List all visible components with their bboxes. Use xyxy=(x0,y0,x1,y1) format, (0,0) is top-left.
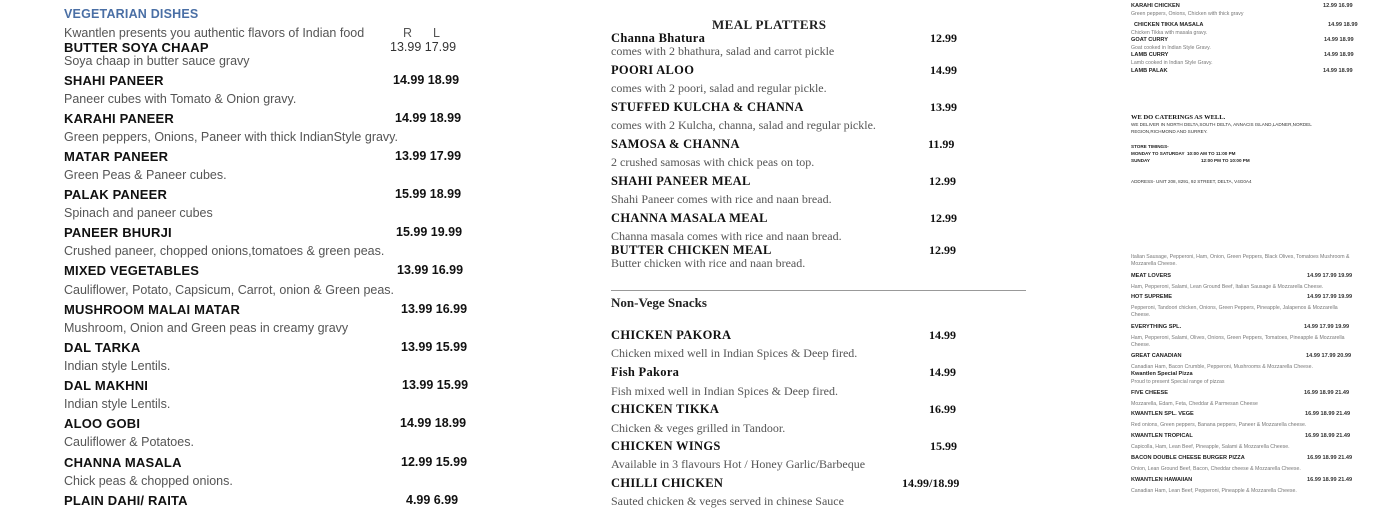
menu-item-name: Channa Bhatura xyxy=(611,31,706,45)
menu-item-name: POORI ALOO xyxy=(611,63,695,77)
menu-item-desc: Mozzarella, Edam, Feta, Cheddar & Parmesan Cheese xyxy=(1131,401,1258,407)
delivery-areas: WE DELIVER IN NORTH DELTA,SOUTH DELTA, ANNACIS ISLAND,LADNER,NORDEL xyxy=(1131,122,1312,127)
menu-item-name: CHICKEN TIKKA xyxy=(611,402,720,416)
menu-item-desc: Green peppers, Onions, Chicken with thick gravy xyxy=(1131,11,1244,17)
menu-item-desc: Sauted chicken & veges served in chinese Sauce xyxy=(611,494,844,508)
menu-item-desc: 2 crushed samosas with chick peas on top. xyxy=(611,155,815,169)
section-divider xyxy=(611,290,1026,291)
menu-item-price: 12.99 xyxy=(929,243,956,257)
menu-item-price: 12.99 xyxy=(930,211,957,225)
menu-item-desc: Chicken Tikka with masala gravy. xyxy=(1131,30,1208,36)
menu-item-price: 14.99/18.99 xyxy=(902,476,960,490)
menu-item-price: 15.99 18.99 xyxy=(395,187,462,201)
menu-item-name: Fish Pakora xyxy=(611,365,680,379)
menu-item-price: 13.99 16.99 xyxy=(397,263,464,277)
menu-item-desc: comes with 2 poori, salad and regular pickle. xyxy=(611,81,827,95)
menu-item-desc: Cauliflower, Potato, Capsicum, Carrot, onion & Green peas. xyxy=(64,283,395,297)
menu-item-desc: Pepperoni, Tandoori chicken, Onions, Green Peppers, Pineapple, Jalapenos & Mozzarella Cheese. xyxy=(1131,305,1338,318)
menu-item-name: MATAR PANEER xyxy=(64,149,169,164)
menu-item-desc: Fish mixed well in Indian Spices & Deep fired. xyxy=(611,384,838,398)
menu-item-desc: Soya chaap in butter sauce gravy xyxy=(64,54,250,68)
delivery-areas-cont: REGION,RICHMOND AND SURREY. xyxy=(1131,129,1208,134)
menu-item-desc: Cauliflower & Potatoes. xyxy=(64,435,194,449)
menu-item-name: BACON DOUBLE CHEESE BURGER PIZZA xyxy=(1131,455,1245,461)
menu-item-price: 13.99 16.99 xyxy=(401,302,468,316)
menu-item-desc: Green Peas & Paneer cubes. xyxy=(64,168,227,182)
size-label-regular: R xyxy=(403,26,413,40)
menu-item-name: BUTTER CHICKEN MEAL xyxy=(611,243,772,257)
menu-item-price: 14.99 18.99 xyxy=(395,111,462,125)
menu-item-desc: Mushroom, Onion and Green peas in creamy gravy xyxy=(64,321,349,335)
menu-item-price: 16.99 xyxy=(929,402,956,416)
section-intro: Kwantlen presents you authentic flavors of Indian food xyxy=(64,26,365,40)
menu-item-name: SHAHI PANEER MEAL xyxy=(611,174,751,188)
menu-item-price: 14.99 17.99 19.99 xyxy=(1307,294,1353,300)
menu-item-price: 16.99 18.99 21.49 xyxy=(1305,433,1351,439)
menu-item-name: BUTTER SOYA CHAAP xyxy=(64,40,209,55)
menu-item-desc: Shahi Paneer comes with rice and naan bread. xyxy=(611,192,832,206)
menu-item-price: 14.99 xyxy=(930,63,957,77)
menu-item-name: CHILLI CHICKEN xyxy=(611,476,724,490)
menu-item-price: 14.99 17.99 19.99 xyxy=(1307,273,1353,279)
menu-item-name: CHICKEN WINGS xyxy=(611,439,721,453)
menu-item-price: 14.99 18.99 xyxy=(400,416,467,430)
menu-item-price: 14.99 17.99 19.99 xyxy=(1304,324,1350,330)
weekday-label: MONDAY TO SATURDAY xyxy=(1131,151,1185,156)
menu-item-name: DAL TARKA xyxy=(64,340,141,355)
sunday-hours: 12:00 PM TO 10:00 PM xyxy=(1201,158,1250,163)
menu-item-desc: comes with 2 Kulcha, channa, salad and regular pickle. xyxy=(611,118,876,132)
menu-item-name: EVERYTHING SPL. xyxy=(1131,324,1182,330)
menu-item-price: 16.99 18.99 21.49 xyxy=(1307,477,1353,483)
sunday-label: SUNDAY xyxy=(1131,158,1150,163)
special-pizza-title: Kwantlen Special Pizza xyxy=(1131,371,1193,377)
menu-item-price: 12.99 15.99 xyxy=(401,455,468,469)
menu-item-name: ALOO GOBI xyxy=(64,416,141,431)
menu-item-name: MEAT LOVERS xyxy=(1131,273,1171,279)
non-veg-snacks-title: Non-Vege Snacks xyxy=(611,295,707,310)
menu-item-price: 14.99 17.99 20.99 xyxy=(1306,353,1352,359)
menu-item-name: KWANTLEN HAWAIIAN xyxy=(1131,477,1193,483)
menu-item-name: KWANTLEN SPL. VEGE xyxy=(1131,411,1194,417)
menu-item-desc: Ham, Pepperoni, Salami, Lean Ground Beef, Italian Sausage & Mozzarella Cheese. xyxy=(1131,284,1324,290)
menu-item-desc: Italian Sausage, Pepperoni, Ham, Onion, Green Peppers, Black Olives, Tomatoes Mushroom & Mozzarella Cheese. xyxy=(1131,254,1350,267)
menu-item-price: 14.99 18.99 xyxy=(1324,37,1354,43)
menu-item-desc: Indian style Lentils. xyxy=(64,359,171,373)
menu-item-desc: Canadian Ham, Bacon Crumble, Pepperoni, Mushrooms & Mozzarella Cheese. xyxy=(1131,364,1313,370)
weekday-hours: 10:00 AM TO 11:00 PM xyxy=(1187,151,1236,156)
menu-item-name: KARAHI CHICKEN xyxy=(1131,3,1180,9)
menu-item-desc: Onion, Lean Ground Beef, Bacon, Cheddar cheese & Mozzarella Cheese. xyxy=(1131,466,1301,472)
menu-item-desc: Capicolla, Ham, Lean Beef, Pineapple, Salami & Mozzarella Cheese. xyxy=(1131,444,1290,450)
menu-item-name: GOAT CURRY xyxy=(1131,37,1168,43)
size-label-large: L xyxy=(433,26,440,40)
menu-item-desc: Chicken & veges grilled in Tandoor. xyxy=(611,421,786,435)
section-title: MEAL PLATTERS xyxy=(712,17,827,32)
menu-item-desc: comes with 2 bhathura, salad and carrot pickle xyxy=(611,44,835,58)
menu-item-name: PLAIN DAHI/ RAITA xyxy=(64,493,188,508)
menu-item-price: 4.99 6.99 xyxy=(406,493,459,507)
menu-item-desc: Available in 3 flavours Hot / Honey Garlic/Barbeque xyxy=(611,457,866,471)
menu-item-desc: Channa masala comes with rice and naan bread. xyxy=(611,229,842,243)
menu-item-price: 16.99 18.99 21.49 xyxy=(1307,455,1353,461)
menu-item-name: SAMOSA & CHANNA xyxy=(611,137,740,151)
special-pizza-subtitle: Proud to present Special range of pizzas xyxy=(1131,379,1225,385)
menu-item-name: MUSHROOM MALAI MATAR xyxy=(64,302,241,317)
menu-item-price: 15.99 xyxy=(930,439,957,453)
menu-item-name: HOT SUPREME xyxy=(1131,294,1173,300)
store-address: ADDRESS- UNIT 208, 8291, 92 STREET, DELTA, V4G0A4 xyxy=(1131,179,1252,184)
menu-item-desc: Indian style Lentils. xyxy=(64,397,171,411)
menu-item-price: 13.99 15.99 xyxy=(402,378,469,392)
menu-item-name: STUFFED KULCHA & CHANNA xyxy=(611,100,804,114)
menu-item-name: LAMB PALAK xyxy=(1131,68,1168,74)
section-title: VEGETARIAN DISHES xyxy=(64,7,199,21)
menu-item-price: 14.99 18.99 xyxy=(1324,52,1354,58)
menu-item-price: 12.99 xyxy=(930,31,957,45)
menu-item-name: KWANTLEN TROPICAL xyxy=(1131,433,1193,439)
menu-item-name: CHICKEN TIKKA MASALA xyxy=(1134,22,1204,28)
menu-item-price: 16.99 18.99 21.49 xyxy=(1304,390,1350,396)
menu-item-price: 15.99 19.99 xyxy=(396,225,463,239)
menu-item-desc: Canadian Ham, Lean Beef, Pepperoni, Pineapple & Mozzarella Cheese. xyxy=(1131,488,1297,494)
menu-item-name: MIXED VEGETABLES xyxy=(64,263,200,278)
menu-item-desc: Crushed paneer, chopped onions,tomatoes & green peas. xyxy=(64,244,385,258)
menu-item-desc: Lamb cooked in Indian Style Gravy. xyxy=(1131,60,1213,66)
menu-item-name: CHANNA MASALA MEAL xyxy=(611,211,768,225)
menu-item-price: 12.99 xyxy=(929,174,956,188)
menu-item-name: FIVE CHEESE xyxy=(1131,390,1168,396)
menu-item-name: GREAT CANADIAN xyxy=(1131,353,1182,359)
menu-item-desc: Chick peas & chopped onions. xyxy=(64,474,233,488)
menu-item-desc: Ham, Pepperoni, Salami, Olives, Onions, Green Peppers, Tomatoes, Pineapple & Mozzarella Cheese. xyxy=(1131,335,1345,348)
menu-item-price: 13.99 15.99 xyxy=(401,340,468,354)
menu-item-price: 14.99 18.99 xyxy=(1328,22,1358,28)
catering-notice: WE DO CATERINGS AS WELL. xyxy=(1131,114,1226,121)
menu-item-price: 12.99 16.99 xyxy=(1323,3,1353,9)
menu-item-desc: Butter chicken with rice and naan bread. xyxy=(611,256,806,270)
menu-item-name: SHAHI PANEER xyxy=(64,73,164,88)
menu-item-name: PALAK PANEER xyxy=(64,187,168,202)
menu-item-price: 14.99 18.99 xyxy=(1323,68,1353,74)
menu-item-price: 13.99 xyxy=(930,100,957,114)
menu-item-name: LAMB CURRY xyxy=(1131,52,1169,58)
menu-item-price: 13.99 17.99 xyxy=(390,40,457,54)
menu-item-name: KARAHI PANEER xyxy=(64,111,174,126)
menu-item-name: CHICKEN PAKORA xyxy=(611,328,732,342)
menu-item-desc: Chicken mixed well in Indian Spices & Deep fired. xyxy=(611,346,858,360)
store-timings-label: STORE TIMINGS- xyxy=(1131,144,1169,149)
menu-item-desc: Green peppers, Onions, Paneer with thick IndianStyle gravy. xyxy=(64,130,398,144)
menu-item-price: 16.99 18.99 21.49 xyxy=(1305,411,1351,417)
menu-item-name: PANEER BHURJI xyxy=(64,225,172,240)
menu-item-desc: Goat cooked in Indian Style Gravy. xyxy=(1131,45,1211,51)
menu-item-desc: Red onions, Green peppers, Banana peppers, Paneer & Mozzarella cheese. xyxy=(1131,422,1307,428)
menu-item-price: 14.99 xyxy=(929,365,956,379)
menu-item-price: 13.99 17.99 xyxy=(395,149,462,163)
menu-item-desc: Paneer cubes with Tomato & Onion gravy. xyxy=(64,92,297,106)
menu-item-name: DAL MAKHNI xyxy=(64,378,149,393)
menu-item-price: 14.99 xyxy=(929,328,956,342)
menu-item-price: 11.99 xyxy=(928,137,955,151)
menu-item-price: 14.99 18.99 xyxy=(393,73,460,87)
menu-item-desc: Spinach and paneer cubes xyxy=(64,206,213,220)
menu-item-name: CHANNA MASALA xyxy=(64,455,182,470)
